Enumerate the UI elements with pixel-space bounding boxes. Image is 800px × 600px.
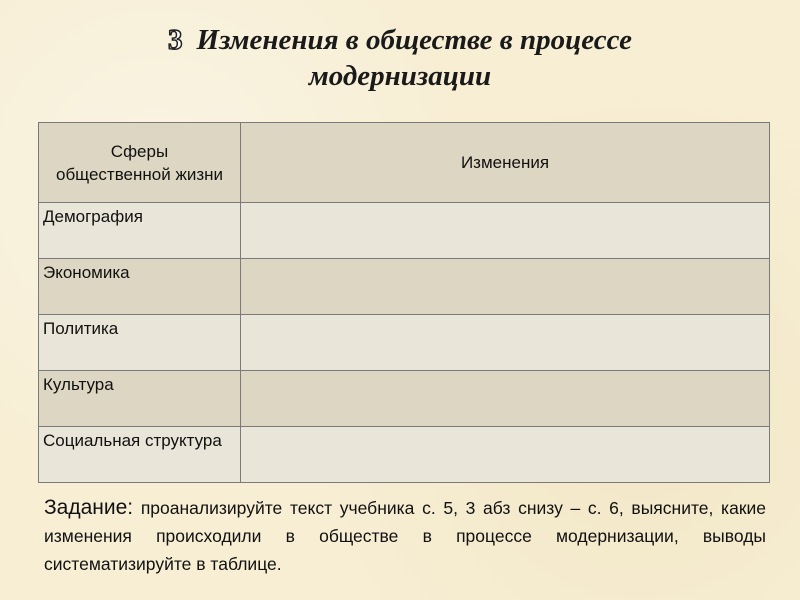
changes-cell[interactable] (241, 203, 770, 259)
task-paragraph (44, 494, 766, 578)
header-changes: Изменения (241, 123, 770, 203)
table-row (39, 427, 770, 483)
sphere-cell: Демография (39, 203, 241, 259)
sphere-cell: Экономика (39, 259, 241, 315)
table-row (39, 203, 770, 259)
slide-title-line2: модернизации (308, 60, 492, 92)
table-row (39, 259, 770, 315)
task-label: Задание: (44, 496, 134, 519)
changes-cell[interactable] (241, 259, 770, 315)
table-row (39, 315, 770, 371)
task-text: проанализируйте текст учебника с. 5, 3 абз снизу – с. 6, выясните, какие изменения происходили в обществе в процессе модернизации, выводы систематизируйте в таблице. (44, 498, 766, 574)
sphere-cell: Политика (39, 315, 241, 371)
slide-title (0, 22, 800, 94)
changes-cell[interactable] (241, 315, 770, 371)
changes-cell[interactable] (241, 427, 770, 483)
slide-number: 3 (168, 24, 183, 56)
slide-title-line1: Изменения в обществе в процессе (196, 24, 632, 56)
changes-cell[interactable] (241, 371, 770, 427)
sphere-cell: Социальная структура (39, 427, 241, 483)
changes-table (38, 122, 770, 483)
header-spheres: Сферы общественной жизни (39, 123, 241, 203)
sphere-cell: Культура (39, 371, 241, 427)
table-row (39, 371, 770, 427)
